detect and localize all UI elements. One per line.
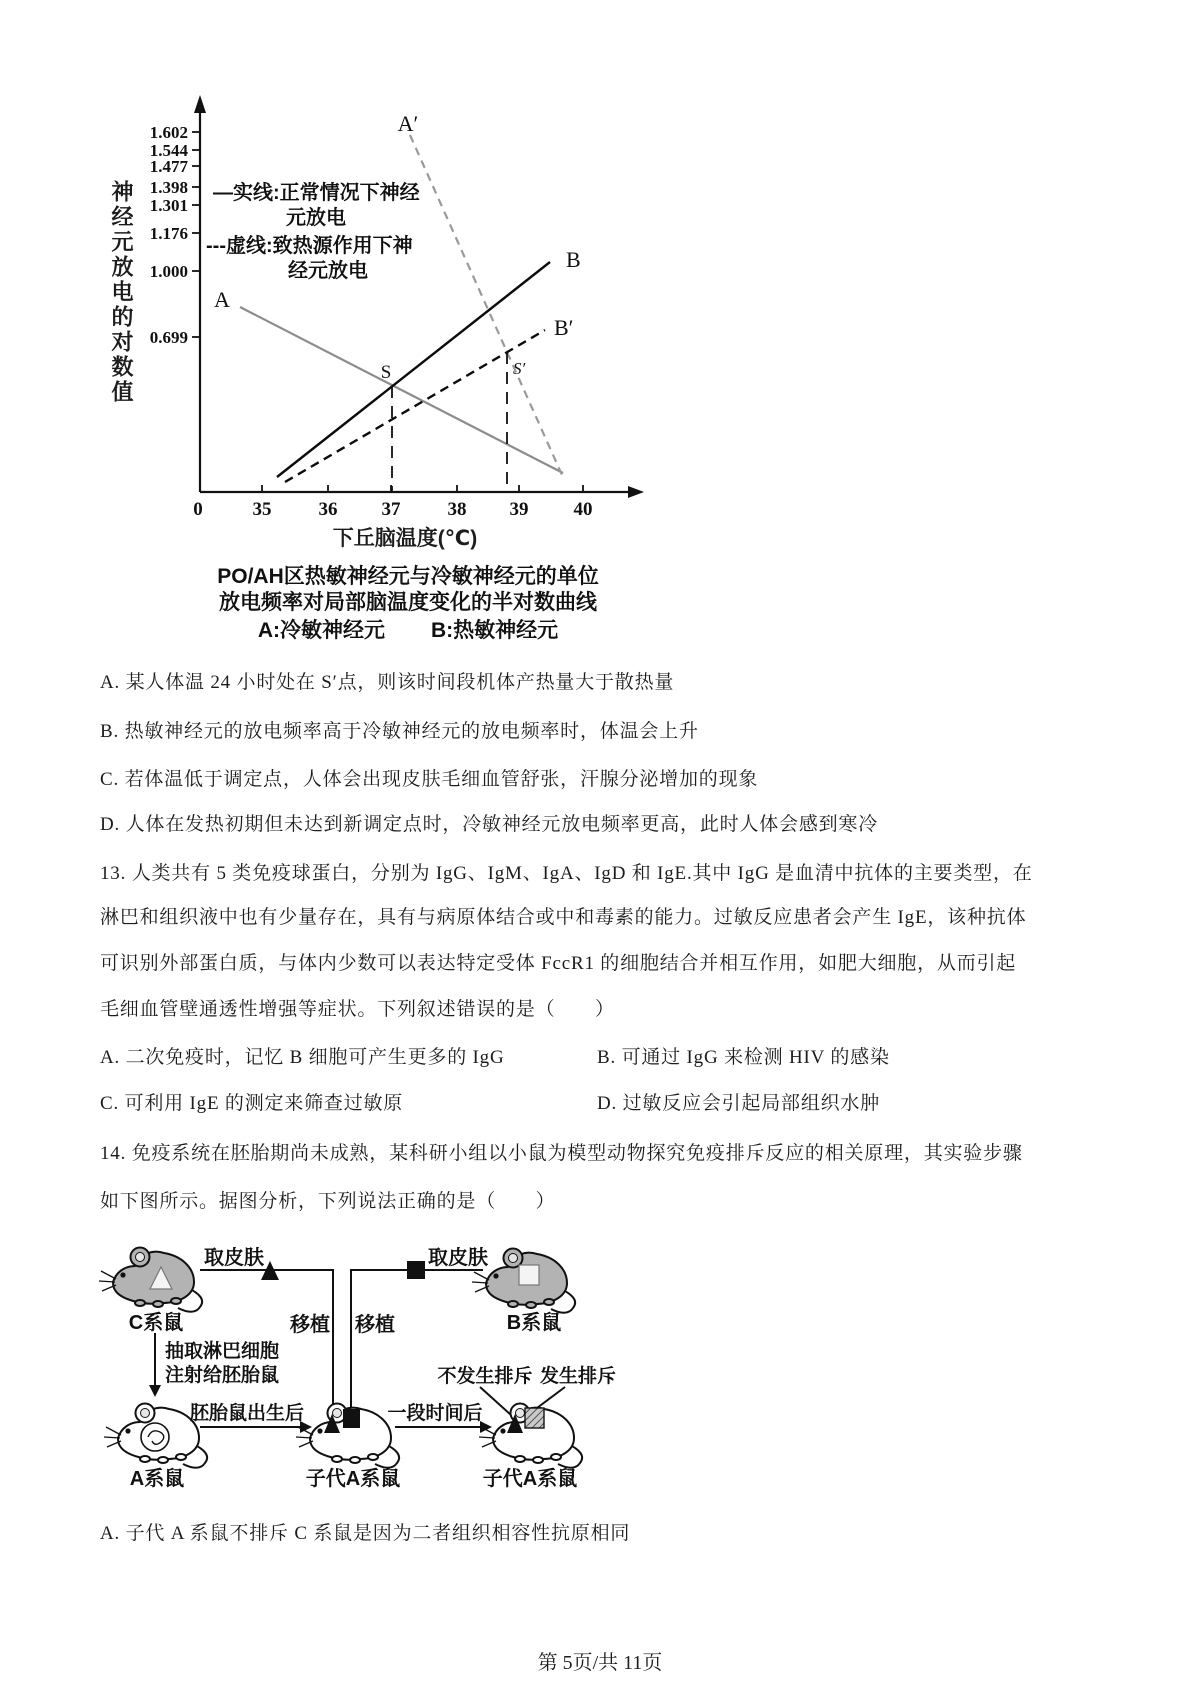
x-tick-label: 38 [447, 499, 467, 520]
chart-x-axis-title: 下丘脑温度(℃) [332, 527, 478, 550]
label-mouse-b: B系鼠 [506, 1312, 562, 1334]
chart-caption-series-a: A:冷敏神经元 [257, 619, 385, 642]
x-axis-arrow-icon [628, 486, 644, 498]
question-14-line-2: 如下图所示。据图分析，下列说法正确的是（ ） [100, 1191, 556, 1212]
line-b-prime-warm-dashed [285, 330, 545, 482]
chart-caption-line3 [92, 614, 724, 644]
label-line-a-prime: A′ [397, 111, 419, 136]
skin-graft-square-icon [407, 1261, 425, 1279]
y-tick-label: 0.699 [149, 328, 188, 347]
line-a-cold-solid [240, 307, 563, 473]
label-transplant-2: 移植 [355, 1314, 395, 1336]
prev-question-option-b: B. 热敏神经元的放电频率高于冷敏神经元的放电频率时，体温会上升 [100, 721, 699, 742]
label-offspring-1: 子代A系鼠 [305, 1468, 401, 1490]
label-rejection: 发生排斥 [539, 1366, 617, 1387]
chart-caption-line1: PO/AH区热敏神经元与冷敏神经元的单位 [217, 565, 599, 588]
x-tick-label: 40 [573, 499, 593, 520]
chart-legend-solid-line1: —实线:正常情况下神经 [213, 182, 420, 204]
label-offspring-2: 子代A系鼠 [482, 1468, 578, 1490]
label-after-time: 一段时间后 [387, 1403, 483, 1424]
mouse-offspring-1 [296, 1404, 399, 1468]
neuron-discharge-chart [100, 85, 680, 555]
x-tick-label: 37 [381, 499, 401, 520]
question-14-option-a: A. 子代 A 系鼠不排斥 C 系鼠是因为二者组织相容性抗原相同 [100, 1523, 631, 1544]
label-point-s-prime: S′ [513, 359, 526, 378]
chart-legend-dashed-line2: 经元放电 [288, 260, 368, 282]
question-13-option-a: A. 二次免疫时，记忆 B 细胞可产生更多的 IgG [100, 1047, 505, 1068]
x-tick-label: 36 [318, 499, 338, 520]
label-after-birth: 胚胎鼠出生后 [189, 1403, 305, 1424]
mouse-offspring-2 [479, 1404, 582, 1468]
y-tick-label: 1.301 [149, 196, 188, 215]
question-13-line-2: 淋巴和组织液中也有少量存在，具有与病原体结合或中和毒素的能力。过敏反应患者会产生 IgE，该种抗体 [100, 907, 1027, 928]
question-13-option-d: D. 过敏反应会引起局部组织水肿 [597, 1093, 881, 1114]
label-line-a: A [214, 287, 230, 312]
question-14-line-1: 14. 免疫系统在胚胎期尚未成熟，某科研小组以小鼠为模型动物探究免疫排斥反应的相关原理，其实验步骤 [100, 1143, 1023, 1164]
chart-y-axis-title: 神经元放电的对数值 [109, 180, 134, 405]
question-13-option-c: C. 可利用 IgE 的测定来筛查过敏原 [100, 1093, 404, 1114]
y-axis-arrow-icon [194, 95, 206, 113]
x-tick-label: 35 [252, 499, 272, 520]
prev-question-option-c: C. 若体温低于调定点，人体会出现皮肤毛细血管舒张，汗腺分泌增加的现象 [100, 769, 759, 790]
chart-caption-line2: 放电频率对局部脑温度变化的半对数曲线 [219, 591, 597, 614]
x-tick-label: 39 [509, 499, 529, 520]
y-tick-marks [192, 132, 200, 337]
label-extract-lymph: 抽取淋巴细胞 [165, 1341, 280, 1362]
prev-question-option-d: D. 人体在发热初期但未达到新调定点时，冷敏神经元放电频率更高，此时人体会感到寒冷 [100, 814, 879, 835]
line-a-prime-cold-dashed [410, 135, 562, 475]
label-transplant-1: 移植 [290, 1314, 330, 1336]
y-tick-label: 1.176 [149, 224, 188, 243]
x-tick-label: 0 [193, 499, 203, 520]
mouse-diagram-svg [95, 1235, 695, 1497]
chart-caption-series-b: B:热敏神经元 [431, 619, 559, 642]
question-13-line-1: 13. 人类共有 5 类免疫球蛋白，分别为 IgG、IgM、IgA、IgD 和 IgE.其中 IgG 是血清中抗体的主要类型，在 [100, 863, 1033, 884]
label-point-s: S [380, 362, 392, 383]
y-tick-label: 1.000 [149, 262, 188, 281]
label-mouse-c: C系鼠 [128, 1312, 184, 1334]
label-take-skin-left: 取皮肤 [204, 1247, 264, 1269]
label-no-rejection: 不发生排斥 [437, 1366, 533, 1387]
neuron-chart-svg [100, 85, 680, 520]
y-tick-label: 1.602 [149, 123, 188, 142]
label-line-b-prime: B′ [554, 315, 574, 340]
prev-question-option-a: A. 某人体温 24 小时处在 S′点，则该时间段机体产热量大于散热量 [100, 672, 675, 693]
label-take-skin-right: 取皮肤 [428, 1247, 488, 1269]
y-tick-label: 1.477 [149, 157, 188, 176]
mouse-experiment-diagram [95, 1235, 695, 1497]
chart-legend-solid-line2: 元放电 [286, 207, 346, 229]
chart-legend-dashed-line1: ---虚线:致热源作用下神 [206, 235, 413, 257]
question-13-line-3: 可识别外部蛋白质，与体内少数可以表达特定受体 FccR1 的细胞结合并相互作用，如肥大细胞，从而引起 [100, 953, 1017, 974]
page-footer: 第 5页/共 11页 [537, 1652, 663, 1674]
question-13-line-4: 毛细血管壁通透性增强等症状。下列叙述错误的是（ ） [100, 999, 615, 1020]
label-line-b: B [566, 247, 581, 272]
y-tick-label: 1.398 [149, 178, 188, 197]
label-mouse-a: A系鼠 [129, 1468, 185, 1490]
label-inject-embryo: 注射给胚胎鼠 [165, 1365, 280, 1386]
y-tick-label: 1.544 [149, 141, 188, 160]
question-13-option-b: B. 可通过 IgG 来检测 HIV 的感染 [597, 1047, 890, 1068]
mouse-c [99, 1248, 202, 1312]
